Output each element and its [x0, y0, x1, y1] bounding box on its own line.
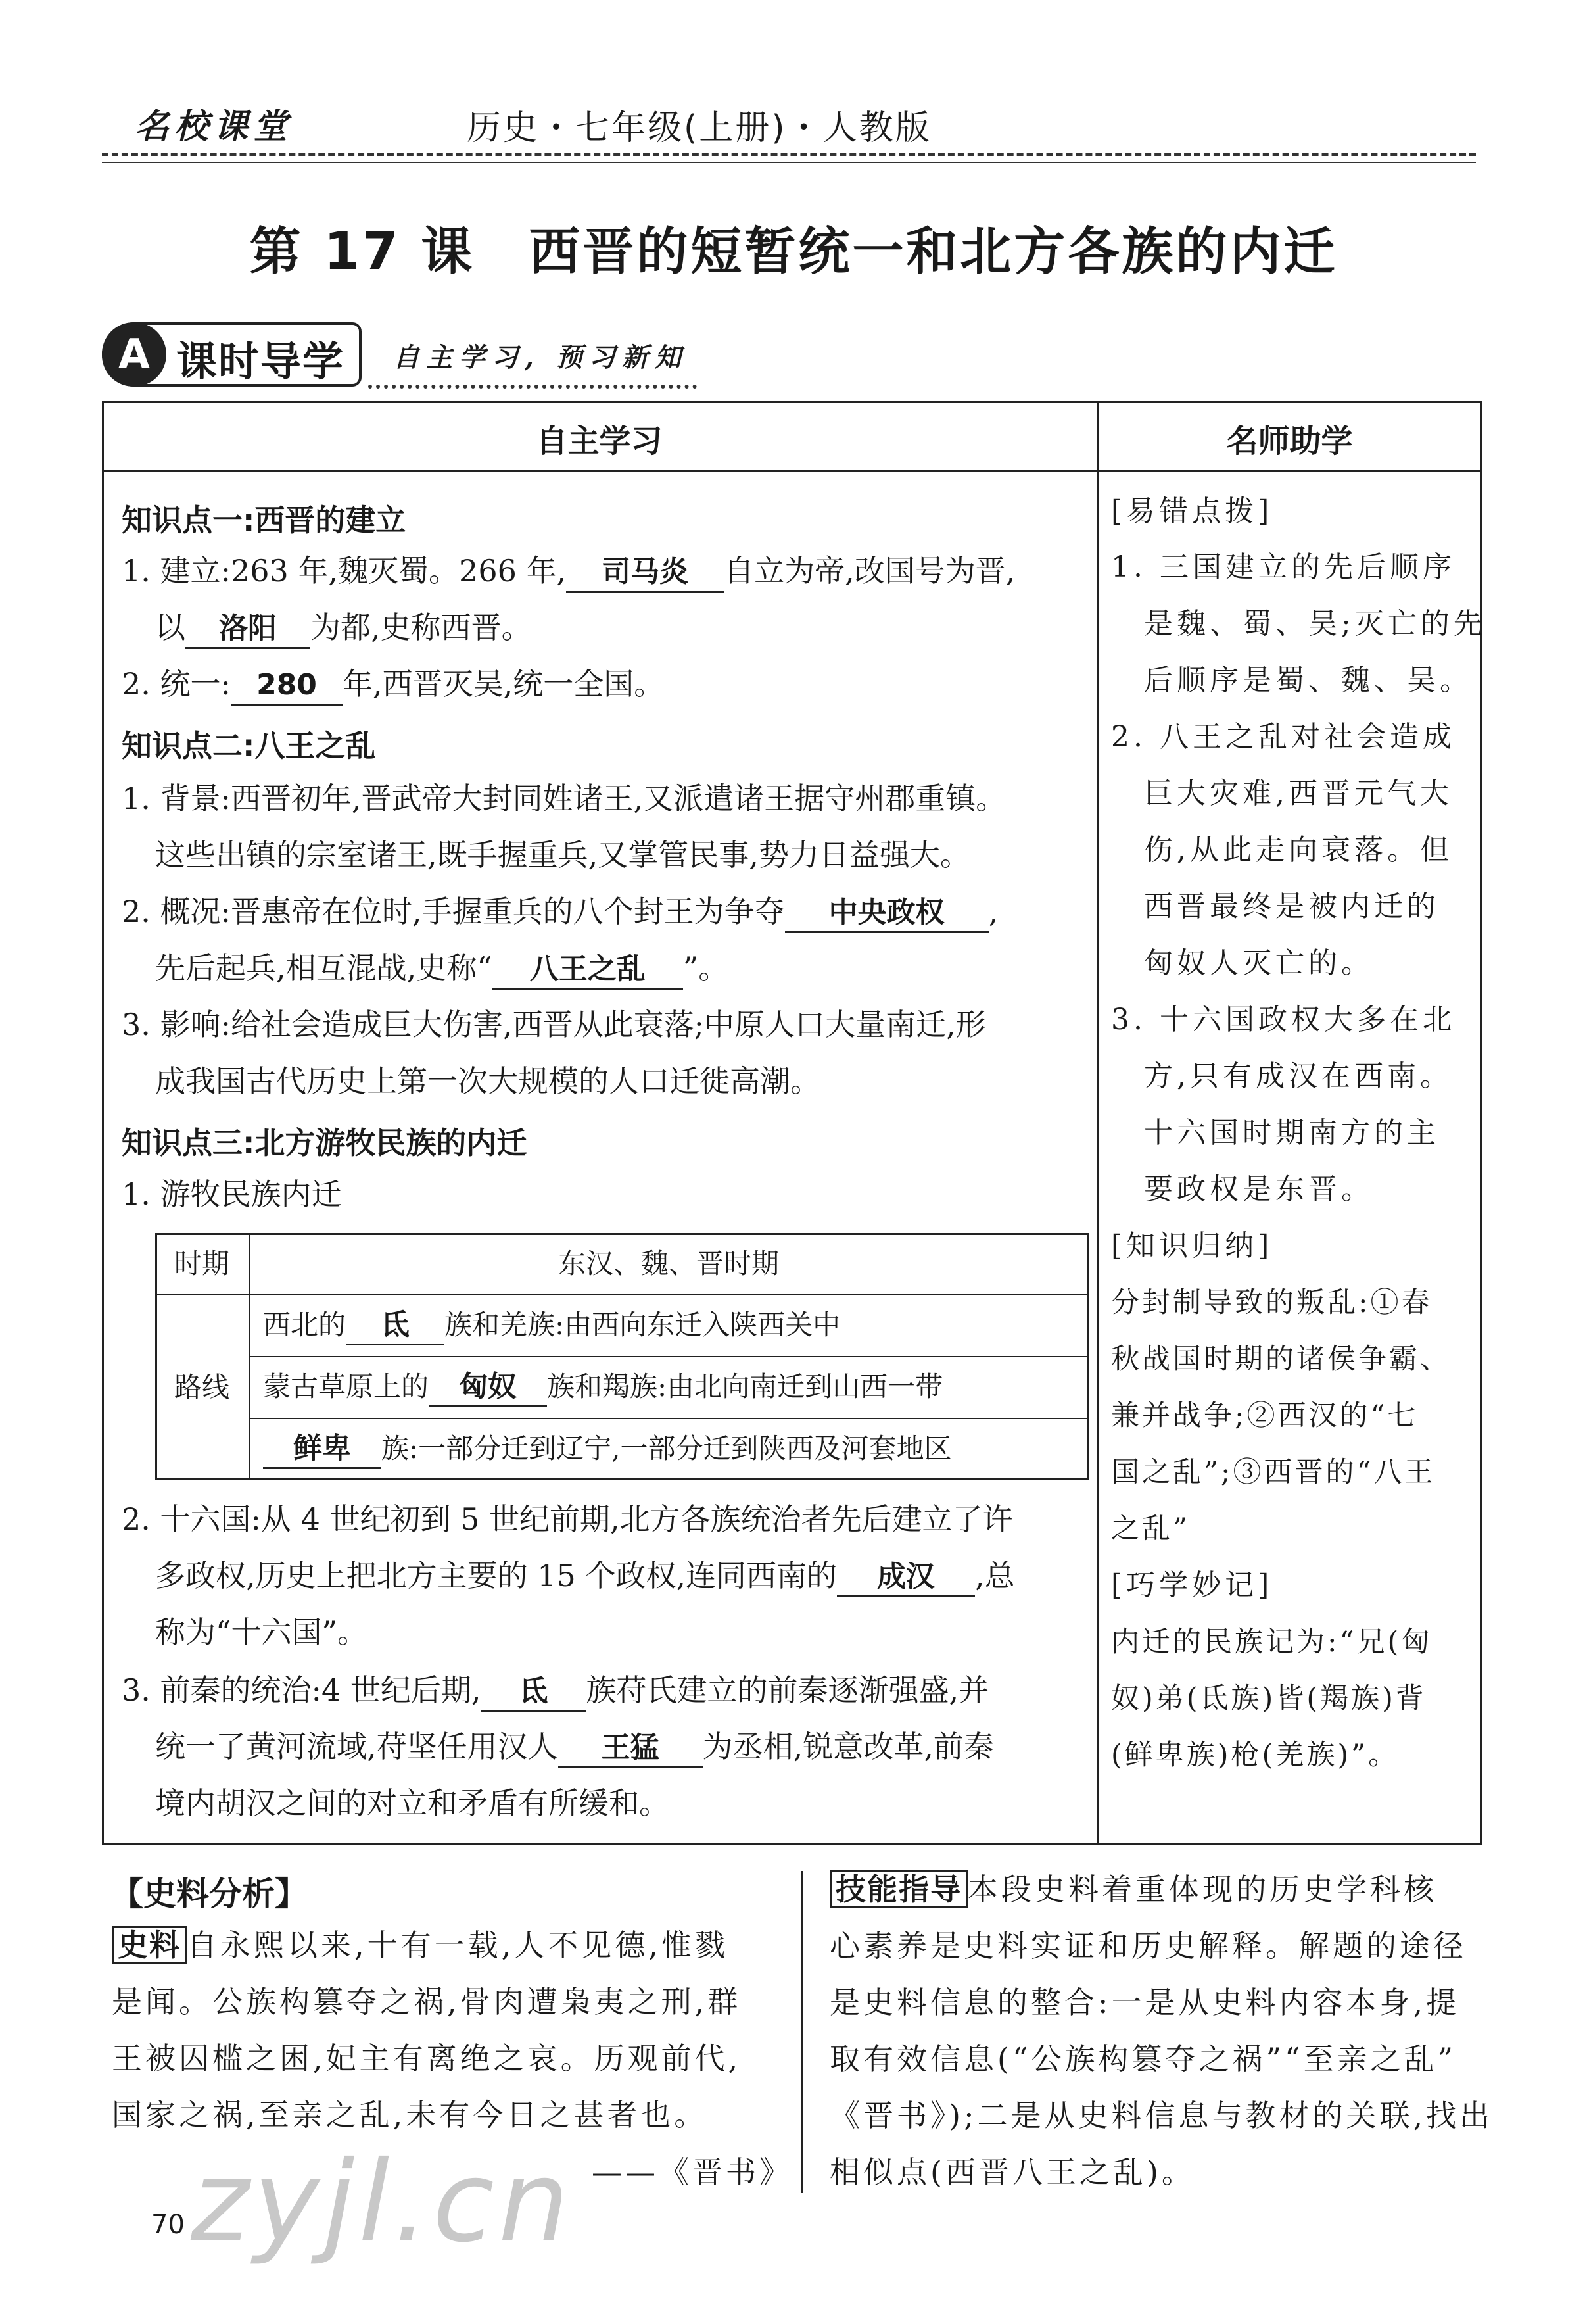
- kp1-line1: [122, 551, 1015, 593]
- kp3-p3-line1: [122, 1670, 989, 1712]
- tip-note-line: 方,只有成汉在西南。: [1144, 1059, 1453, 1093]
- kp3-p3-b: 族苻氏建立的前秦逐渐强盛,并: [586, 1672, 989, 1708]
- mnemonic-line: 奴)弟(氐族)皆(羯族)背: [1111, 1682, 1427, 1715]
- route1-a: 西北的: [263, 1309, 346, 1341]
- tip-note-line: 后顺序是蜀、魏、吴。: [1144, 664, 1473, 697]
- kp1-line3-b: 年,西晋灭吴,统一全国。: [343, 666, 665, 702]
- answer-eight-kings: 八王之乱: [492, 951, 683, 990]
- kp1-line1-b: 自立为帝,改国号为晋,: [724, 553, 1016, 589]
- route-header: 路线: [174, 1371, 229, 1403]
- answer-luoyang: 洛阳: [185, 610, 310, 649]
- tip-note-line: 巨大灾难,西晋元气大: [1144, 777, 1453, 810]
- answer-di-2: 氐: [481, 1673, 586, 1712]
- mnemonic-line: 内迁的民族记为:“兄(匈: [1111, 1626, 1433, 1658]
- kp3-p2-c: ,总: [975, 1558, 1015, 1593]
- page-number: 70: [151, 2210, 185, 2240]
- kp1-line1-a: 1. 建立:263 年,魏灭蜀。266 年,: [122, 553, 567, 589]
- guide-line: [830, 1861, 1493, 1918]
- tip-note-line: 3. 十六国政权大多在北: [1111, 1003, 1456, 1036]
- header-dashed-rule: [102, 153, 1476, 156]
- analysis-title: 【史料分析】: [110, 1875, 308, 1913]
- skill-guide: [830, 1861, 1493, 2200]
- source-line: [112, 1917, 741, 1973]
- kp2-line6: 成我国古代历史上第一次大规模的人口迁徙高潮。: [155, 1063, 820, 1099]
- route2-a: 蒙古草原上的: [263, 1370, 429, 1403]
- tip-heading-summary: [知识归纳]: [1111, 1229, 1273, 1263]
- section-badge: A: [102, 322, 166, 387]
- kp3-p2-b: 多政权,历史上把北方主要的 15 个政权,连同西南的: [155, 1558, 838, 1593]
- route-row-2: [263, 1367, 943, 1407]
- mnemonic-line: (鲜卑族)枪(羌族)”。: [1111, 1739, 1400, 1772]
- route1-c: 族和羌族:由西向东迁入陕西关中: [444, 1309, 841, 1341]
- source-citation: ——《晋书》: [592, 2154, 793, 2190]
- answer-xianbei: 鲜卑: [263, 1430, 381, 1469]
- kp1-line2-a: 以: [155, 610, 185, 645]
- watermark: zyjl.cn: [191, 2137, 573, 2267]
- tip-note-line: 伤,从此走向衰落。但: [1144, 833, 1453, 867]
- summary-line: 国之乱”;③西晋的“八王: [1111, 1456, 1436, 1489]
- teacher-help-heading: 名师助学: [1226, 423, 1353, 460]
- kp1-line3: [122, 664, 664, 706]
- tip-note-line: 十六国时期南方的主: [1144, 1116, 1440, 1150]
- tip-note-line: 2. 八王之乱对社会造成: [1111, 720, 1456, 754]
- kp2-line1: 1. 背景:西晋初年,晋武帝大封同姓诸王,又派遣诸王据守州郡重镇。: [122, 781, 1007, 816]
- kp2-line3: [122, 892, 998, 933]
- summary-line: 秋战国时期的诸侯争霸、: [1111, 1343, 1451, 1376]
- summary-line: 之乱”: [1111, 1513, 1190, 1545]
- guide-tag: 技能指导: [830, 1870, 968, 1908]
- self-study-heading: 自主学习: [536, 423, 663, 460]
- answer-chenghan: 成汉: [837, 1559, 975, 1597]
- answer-year-280: 280: [231, 667, 343, 706]
- guide-line: 相似点(西晋八王之乱)。: [830, 2154, 1195, 2190]
- route3-c: 族:一部分迁到辽宁,一部分迁到陕西及河套地区: [381, 1432, 952, 1465]
- kp3-p2-line2: [155, 1556, 1015, 1597]
- migration-table-rule: [249, 1418, 1089, 1419]
- summary-line: 兼并战争;②西汉的“七: [1111, 1399, 1419, 1432]
- kp2-line3-b: ,: [988, 894, 999, 929]
- tip-note-line: 要政权是东晋。: [1144, 1173, 1374, 1206]
- tip-note-line: 1. 三国建立的先后顺序: [1111, 550, 1456, 584]
- source-text: [112, 1917, 741, 2143]
- kp1-line2: [155, 608, 532, 649]
- period-header: 时期: [174, 1247, 229, 1280]
- header-rule: [102, 162, 1476, 163]
- source-line: 王被囚槛之困,妃主有离绝之哀。历观前代,: [112, 2041, 742, 2076]
- kp3-p3-line2: [155, 1727, 994, 1768]
- tip-note-1: [1111, 539, 1486, 709]
- kp3-p3-d: 为丞相,锐意改革,前秦: [702, 1729, 994, 1764]
- section-dotted-rule: [368, 385, 697, 389]
- kp3-p3-a: 3. 前秦的统治:4 世纪后期,: [122, 1672, 481, 1708]
- source-tag: 史料: [112, 1926, 187, 1964]
- guide-line: 心素养是史料实证和历史解释。解题的途径: [830, 1928, 1467, 1964]
- answer-wangmeng: 王猛: [558, 1730, 703, 1768]
- section-subtitle: 自主学习, 预习新知: [393, 342, 688, 373]
- tip-heading-mnemonic: [巧学妙记]: [1111, 1568, 1273, 1602]
- period-value: 东汉、魏、晋时期: [557, 1247, 779, 1280]
- answer-central-power: 中央政权: [785, 894, 989, 933]
- tip-note-2: [1111, 709, 1456, 992]
- kp2-title: 知识点二:八王之乱: [122, 728, 376, 763]
- source-line: 是闻。公族构篡夺之祸,骨肉遭枭夷之刑,群: [112, 1984, 742, 2020]
- kp3-p2-line3: 称为“十六国”。: [155, 1614, 368, 1650]
- kp1-title: 知识点一:西晋的建立: [122, 502, 406, 538]
- kp1-line3-a: 2. 统一:: [122, 666, 231, 702]
- summary-line: 分封制导致的叛乱:①春: [1111, 1286, 1433, 1319]
- route-row-1: [263, 1305, 840, 1345]
- kp3-p2-line1: 2. 十六国:从 4 世纪初到 5 世纪前期,北方各族统治者先后建立了许: [122, 1501, 1013, 1537]
- kp2-line2: 这些出镇的宗室诸王,既手握重兵,又掌管民事,势力日益强大。: [155, 837, 970, 873]
- book-info: 历史・七年级(上册)・人教版: [467, 109, 932, 148]
- table-header-rule: [102, 470, 1482, 472]
- kp2-line4: [155, 948, 728, 990]
- kp2-line3-a: 2. 概况:晋惠帝在位时,手握重兵的八个封王为争夺: [122, 894, 785, 929]
- answer-di: 氐: [346, 1307, 444, 1345]
- guide-line: 是史料信息的整合:一是从史料内容本身,提: [830, 1985, 1460, 2020]
- lesson-title: 第 17 课 西晋的短暂统一和北方各族的内迁: [249, 222, 1338, 281]
- guide-line: 《晋书》);二是从史料信息与教材的关联,找出: [830, 2098, 1494, 2133]
- route-row-3: [263, 1429, 952, 1469]
- kp2-line5: 3. 影响:给社会造成巨大伤害,西晋从此衰落;中原人口大量南迁,形: [122, 1007, 986, 1042]
- migration-table-rule: [155, 1294, 1089, 1295]
- tip-note-line: 西晋最终是被内迁的: [1144, 890, 1440, 923]
- source-line: 国家之祸,至亲之乱,未有今日之甚者也。: [112, 2097, 708, 2133]
- kp3-p3-c: 统一了黄河流域,苻坚任用汉人: [155, 1729, 558, 1764]
- tip-note-3: [1111, 992, 1456, 1218]
- kp2-line4-a: 先后起兵,相互混战,史称“: [155, 950, 492, 986]
- tip-note-line: 是魏、蜀、吴;灭亡的先: [1144, 607, 1486, 641]
- route2-c: 族和羯族:由北向南迁到山西一带: [547, 1370, 943, 1403]
- kp1-line2-b: 为都,史称西晋。: [310, 610, 532, 645]
- answer-sima-yan: 司马炎: [566, 554, 724, 593]
- bottom-divider: [801, 1871, 803, 2193]
- kp3-p3-line3: 境内胡汉之间的对立和矛盾有所缓和。: [155, 1785, 669, 1821]
- answer-xiongnu: 匈奴: [429, 1368, 547, 1407]
- migration-table-rule: [249, 1356, 1089, 1357]
- tip-heading-errors: [易错点拨]: [1111, 495, 1273, 528]
- summary-note: [1111, 1274, 1451, 1557]
- table-column-divider: [1097, 401, 1099, 1845]
- kp2-line4-b: ”。: [682, 950, 729, 986]
- guide-line: 取有效信息(“公族构篡夺之祸”“至亲之乱”: [830, 2041, 1457, 2077]
- series-brand: 名校课堂: [135, 107, 293, 147]
- mnemonic-note: [1111, 1614, 1432, 1783]
- kp3-title: 知识点三:北方游牧民族的内迁: [122, 1125, 527, 1161]
- source-line-1: 自永熙以来,十有一载,人不见德,惟戮: [187, 1927, 728, 1963]
- kp3-sub1: 1. 游牧民族内迁: [122, 1176, 342, 1212]
- guide-line-1: 本段史料着重体现的历史学科核: [968, 1872, 1437, 1907]
- tip-note-line: 匈奴人灭亡的。: [1144, 946, 1374, 980]
- section-label: 课时导学: [176, 337, 345, 385]
